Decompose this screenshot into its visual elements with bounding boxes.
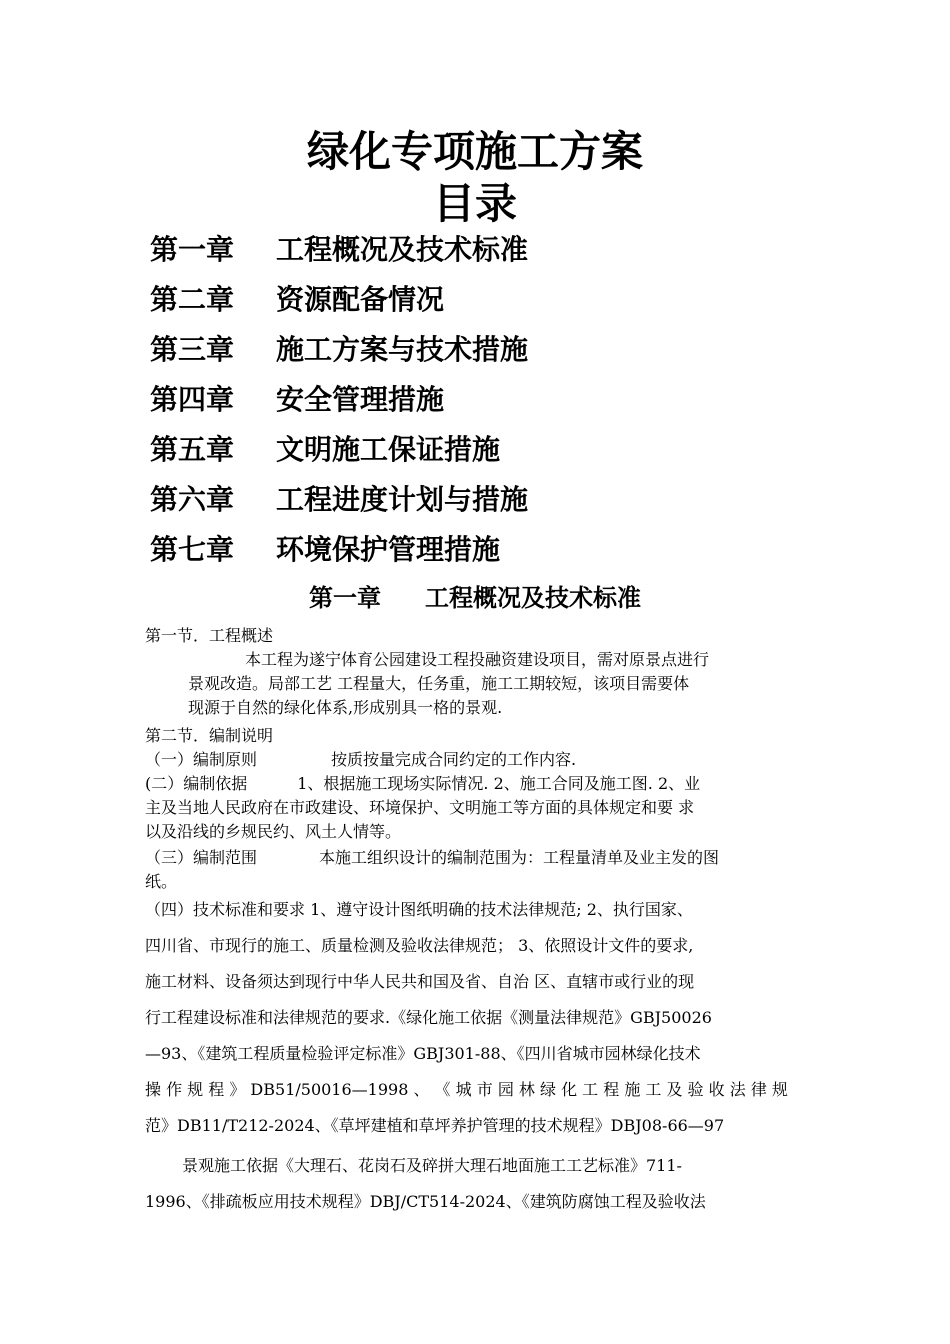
item-text: 1、根据施工现场实际情况. 2、施工合同及施工图. 2、业	[297, 774, 701, 793]
toc-item-number: 第五章	[150, 433, 235, 466]
toc-item-name: 工程概况及技术标准	[276, 233, 529, 266]
toc-item-name: 环境保护管理措施	[276, 533, 501, 566]
toc-item-number: 第一章	[150, 233, 235, 266]
toc-item-number: 第七章	[150, 533, 235, 566]
paragraph-line: （四）技术标准和要求 1、遵守设计图纸明确的技术法律规范; 2、执行国家、	[145, 900, 693, 919]
item-text: 按质按量完成合同约定的工作内容.	[331, 750, 577, 769]
paragraph-line: 操 作 规 程 》 DB51/50016—1998 、 《 城 市 园 林 绿 化 工 程 施 工 及 验 收 法 律 规	[145, 1080, 788, 1099]
paragraph-line: 四川省、市现行的施工、质量检测及验收法律规范； 3、依照设计文件的要求,	[145, 936, 694, 955]
section-heading: 第二节．编制说明	[145, 726, 274, 745]
toc-item[interactable]	[150, 230, 528, 270]
item-text: 本施工组织设计的编制范围为：工程量清单及业主发的图	[319, 848, 720, 867]
item-line	[145, 772, 700, 796]
toc-item-number: 第二章	[150, 283, 235, 316]
toc-title: 目录	[432, 179, 517, 228]
paragraph-line: 以及沿线的乡规民约、风土人情等。	[145, 822, 402, 841]
item-label: (二）编制依据	[145, 774, 248, 793]
paragraph-line: 景观施工依据《大理石、花岗石及碎拼大理石地面施工工艺标准》711-	[182, 1156, 682, 1175]
toc-item-number: 第三章	[150, 333, 235, 366]
paragraph-line: 本工程为遂宁体育公园建设工程投融资建设项目，需对原景点进行	[245, 650, 710, 669]
toc-item-number: 第六章	[150, 483, 235, 516]
toc-item-name: 资源配备情况	[276, 283, 445, 316]
item-line	[145, 748, 576, 772]
paragraph-line: 范》DB11/T212-2024、《草坪建植和草坪养护管理的技术规程》DBJ08-66—97	[145, 1116, 725, 1135]
paragraph-line: 纸。	[145, 872, 178, 891]
chapter-number: 第一章	[309, 583, 381, 612]
toc-item[interactable]	[150, 280, 444, 320]
toc-item-number: 第四章	[150, 383, 235, 416]
paragraph-line: 1996、《排疏板应用技术规程》DBJ/CT514-2024、《建筑防腐蚀工程及验收法	[145, 1192, 706, 1211]
toc-item[interactable]	[150, 530, 500, 570]
paragraph-line: 行工程建设标准和法律规范的要求.《绿化施工依据《测量法律规范》GBJ50026	[145, 1008, 712, 1027]
toc-item[interactable]	[150, 330, 528, 370]
toc-item[interactable]	[150, 380, 444, 420]
toc-item[interactable]	[150, 430, 500, 470]
paragraph-line: 景观改造。局部工艺 工程量大，任务重，施工工期较短，该项目需要体	[188, 674, 690, 693]
paragraph-line: 现源于自然的绿化体系,形成别具一格的景观.	[188, 698, 503, 717]
chapter-heading	[0, 580, 950, 616]
toc-item-name: 工程进度计划与措施	[276, 483, 529, 516]
document-title: 绿化专项施工方案	[306, 127, 643, 176]
item-line	[145, 846, 719, 870]
toc-item-name: 安全管理措施	[276, 383, 445, 416]
chapter-name: 工程概况及技术标准	[425, 583, 641, 612]
toc-item-name: 文明施工保证措施	[276, 433, 501, 466]
paragraph-line: —93、《建筑工程质量检验评定标准》GBJ301-88、《四川省城市园林绿化技术	[145, 1044, 701, 1063]
toc-item-name: 施工方案与技术措施	[276, 333, 529, 366]
item-label: （三）编制范围	[145, 848, 258, 867]
item-label: （一）编制原则	[145, 750, 258, 769]
section-heading: 第一节．工程概述	[145, 626, 274, 645]
toc-item[interactable]	[150, 480, 528, 520]
paragraph-line: 主及当地人民政府在市政建设、环境保护、文明施工等方面的具体规定和要 求	[145, 798, 695, 817]
paragraph-line: 施工材料、设备须达到现行中华人民共和国及省、自治 区、直辖市或行业的现	[145, 972, 695, 991]
